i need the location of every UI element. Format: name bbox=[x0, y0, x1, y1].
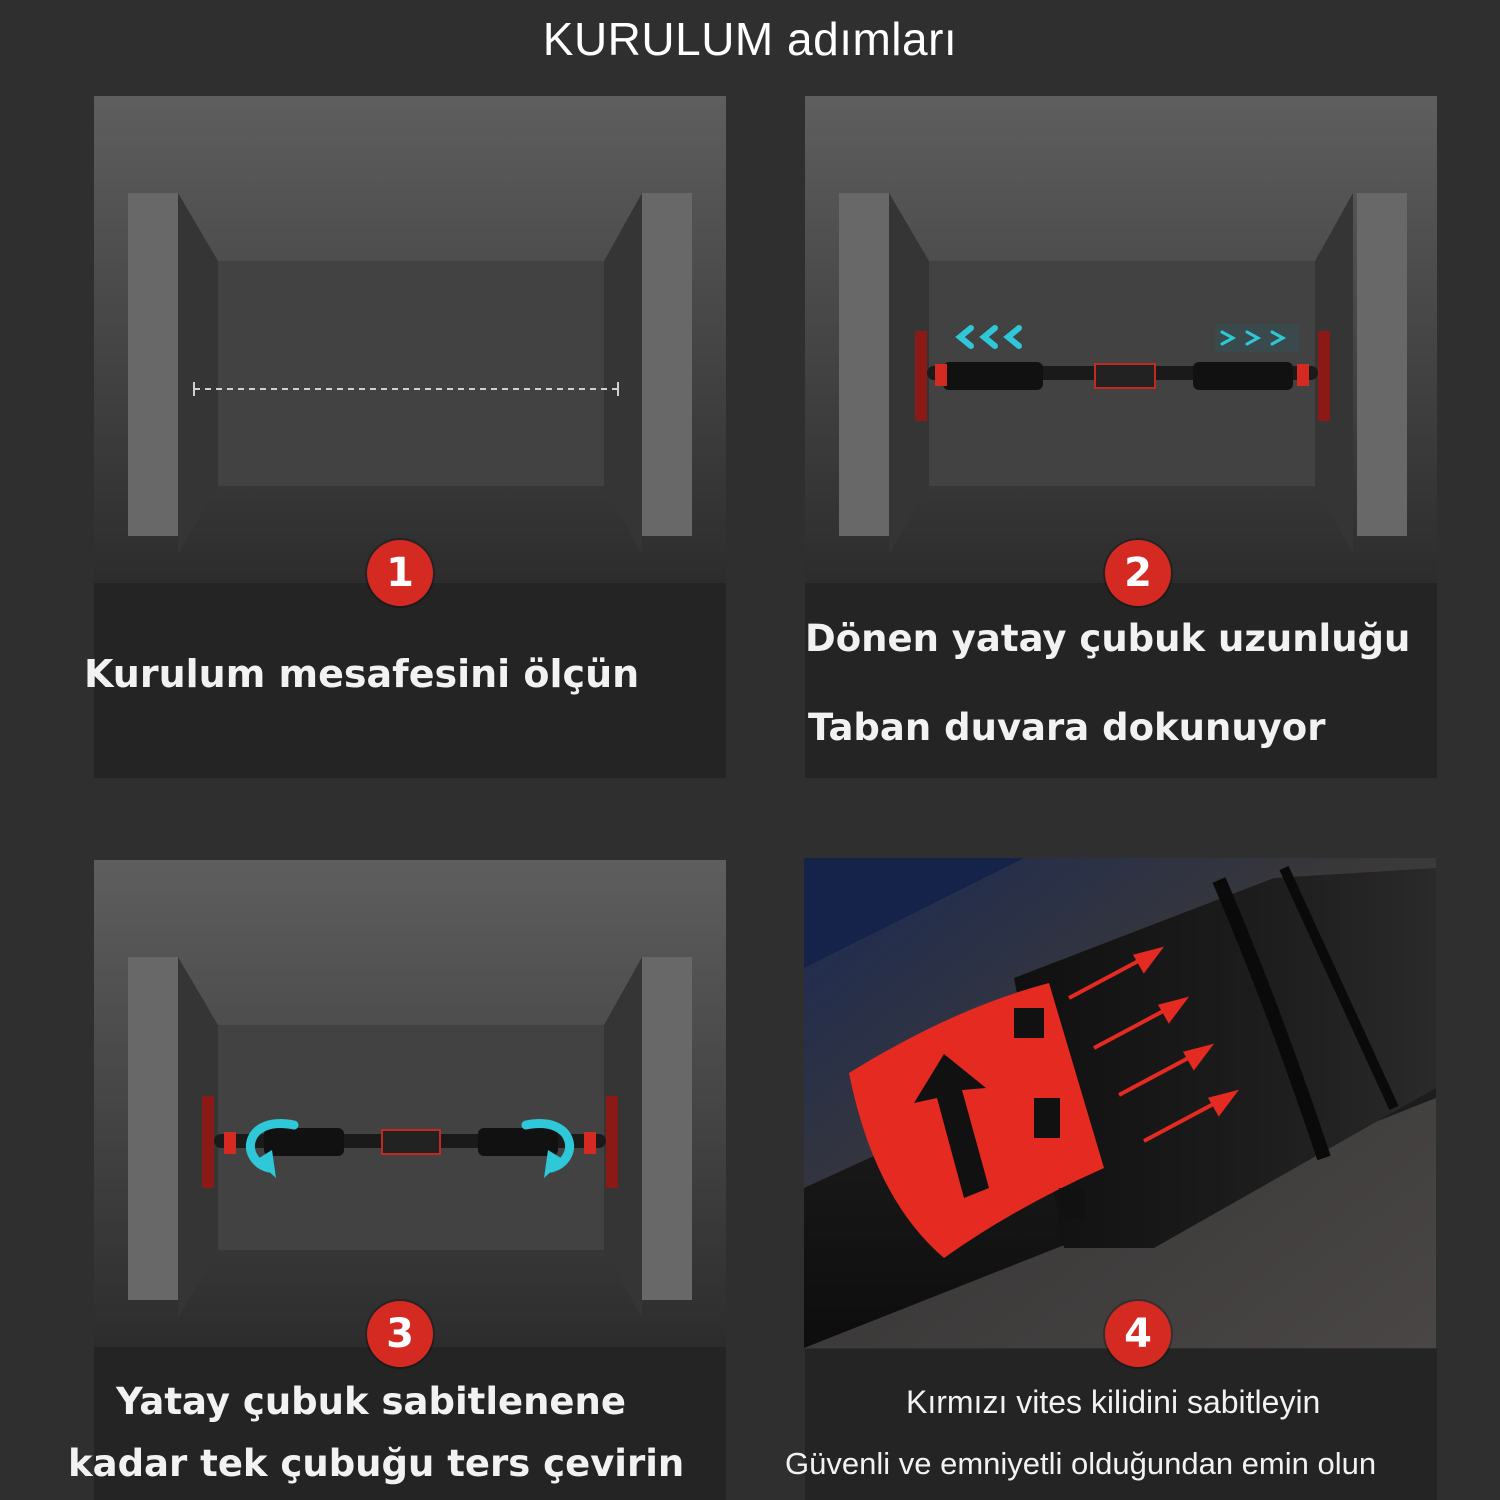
step-2-caption-line-1: Dönen yatay çubuk uzunluğu bbox=[805, 617, 1411, 660]
step-4-badge: 4 bbox=[1105, 1301, 1171, 1367]
step-4-illustration bbox=[804, 858, 1436, 1348]
step-1-badge: 1 bbox=[367, 540, 433, 606]
step-1-caption: Kurulum mesafesini ölçün bbox=[84, 652, 640, 696]
step-3-caption-line-2: kadar tek çubuğu ters çevirin bbox=[68, 1442, 685, 1485]
step-2-illustration bbox=[805, 96, 1437, 586]
step-4-caption-line-1: Kırmızı vites kilidini sabitleyin bbox=[906, 1384, 1321, 1420]
page-title: KURULUM adımları bbox=[542, 13, 958, 65]
step-3-badge: 3 bbox=[367, 1301, 433, 1367]
step-2-badge: 2 bbox=[1105, 540, 1171, 606]
step-2-caption-line-2: Taban duvara dokunuyor bbox=[808, 706, 1326, 749]
step-3-caption-line-1: Yatay çubuk sabitlenene bbox=[116, 1380, 626, 1423]
step-3-illustration bbox=[94, 860, 726, 1350]
step-1-illustration bbox=[94, 96, 726, 586]
step-4-caption-line-2: Güvenli ve emniyetli olduğundan emin olun bbox=[785, 1446, 1377, 1481]
